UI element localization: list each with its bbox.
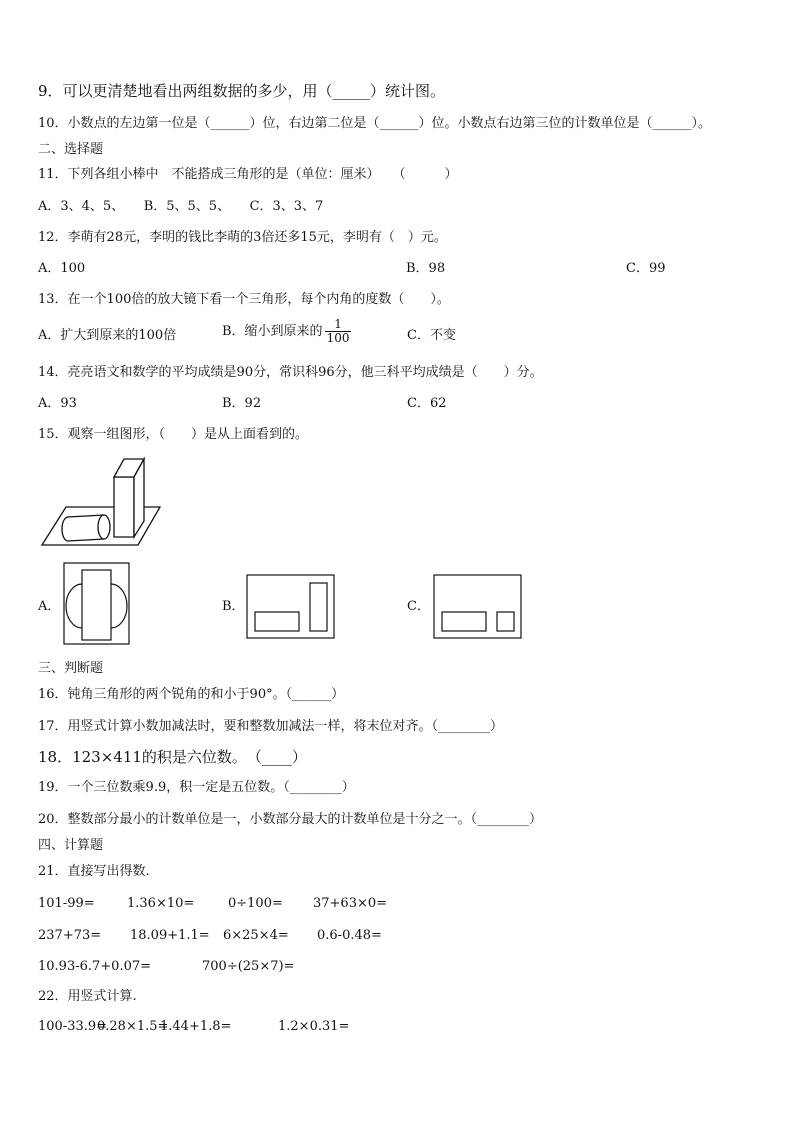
option-c-view-figure bbox=[433, 574, 523, 640]
arithmetic-item: 10.93-6.7+0.07= bbox=[38, 959, 152, 974]
vertical-calc-item: 1.44+1.8= bbox=[160, 1019, 232, 1034]
question-14: 14．亮亮语文和数学的平均成绩是90分，常识科96分，他三科平均成绩是（ ）分。 bbox=[38, 365, 543, 380]
vertical-calc-item: 1.2×0.31= bbox=[278, 1019, 350, 1034]
arithmetic-item: 0÷100= bbox=[228, 896, 283, 911]
section-heading-choice: 二、选择题 bbox=[38, 142, 104, 157]
question-9: 9．可以更清楚地看出两组数据的多少，用（_____）统计图。 bbox=[38, 82, 446, 100]
arithmetic-item: 37+63×0= bbox=[313, 896, 388, 911]
arithmetic-item: 1.36×10= bbox=[127, 896, 195, 911]
lying-cylinder bbox=[62, 515, 110, 541]
question-17: 17．用竖式计算小数加减法时，要和整数加减法一样，将末位对齐。（________） bbox=[38, 719, 504, 734]
question-10: 10．小数点的左边第一位是（______）位，右边第二位是（______）位。小数点右边第三位的计数单位是（______）。 bbox=[38, 116, 712, 131]
section-heading-judgement: 三、判断题 bbox=[38, 661, 104, 676]
question-13-option-b-text: B．缩小到原来的 bbox=[222, 324, 323, 339]
fraction-denominator: 100 bbox=[326, 331, 350, 345]
arithmetic-item: 18.09+1.1= bbox=[130, 928, 210, 943]
question-16: 16．钝角三角形的两个锐角的和小于90°。（______） bbox=[38, 687, 345, 702]
question-12: 12．李萌有28元，李明的钱比李萌的3倍还多15元，李明有（ ）元。 bbox=[38, 230, 447, 245]
arithmetic-item: 0.6-0.48= bbox=[317, 928, 382, 943]
question-14-option-c: C．62 bbox=[407, 396, 447, 411]
arithmetic-item: 237+73= bbox=[38, 928, 102, 943]
question-12-option-c: C．99 bbox=[626, 261, 666, 276]
question-15: 15．观察一组图形，（ ）是从上面看到的。 bbox=[38, 427, 309, 442]
question-22: 22．用竖式计算. bbox=[38, 989, 137, 1004]
fraction-one-hundredth bbox=[325, 318, 352, 345]
question-14-option-b: B．92 bbox=[222, 396, 262, 411]
3d-solids-figure bbox=[38, 455, 163, 550]
section-heading-calculation: 四、计算题 bbox=[38, 838, 104, 853]
option-b-view-figure bbox=[246, 574, 336, 640]
question-13-option-c: C．不变 bbox=[407, 328, 456, 343]
question-13: 13．在一个100倍的放大镜下看一个三角形，每个内角的度数（ ）。 bbox=[38, 292, 450, 307]
question-15-option-c: C． bbox=[407, 599, 430, 614]
vertical-calc-item: 0.28×1.5= bbox=[97, 1019, 169, 1034]
question-12-option-b: B．98 bbox=[406, 261, 446, 276]
question-11-options: A．3、4、5、 B．5、5、5、 C．3、3、7 bbox=[38, 199, 324, 214]
arithmetic-item: 6×25×4= bbox=[223, 928, 289, 943]
question-13-option-b bbox=[222, 318, 351, 345]
question-21: 21．直接写出得数. bbox=[38, 864, 150, 879]
question-12-option-a: A．100 bbox=[38, 261, 86, 276]
question-14-option-a: A．93 bbox=[38, 396, 77, 411]
question-19: 19．一个三位数乘9.9，积一定是五位数。（________） bbox=[38, 780, 355, 795]
option-a-view-figure bbox=[63, 562, 131, 646]
question-15-option-b: B． bbox=[222, 599, 245, 614]
vertical-calc-item: 100-33.9= bbox=[38, 1019, 108, 1034]
question-18: 18．123×411的积是六位数。 （____） bbox=[38, 748, 307, 766]
question-20: 20．整数部分最小的计数单位是一，小数部分最大的计数单位是十分之一。（________） bbox=[38, 812, 543, 827]
standing-cuboid bbox=[114, 459, 144, 537]
question-15-option-a: A． bbox=[38, 599, 61, 614]
question-11: 11．下列各组小棒中 不能搭成三角形的是（单位：厘米） （ ） bbox=[38, 167, 458, 182]
arithmetic-item: 101-99= bbox=[38, 896, 95, 911]
question-13-option-a: A．扩大到原来的100倍 bbox=[38, 328, 177, 343]
fraction-numerator: 1 bbox=[325, 318, 352, 332]
arithmetic-item: 700÷(25×7)= bbox=[202, 959, 295, 974]
